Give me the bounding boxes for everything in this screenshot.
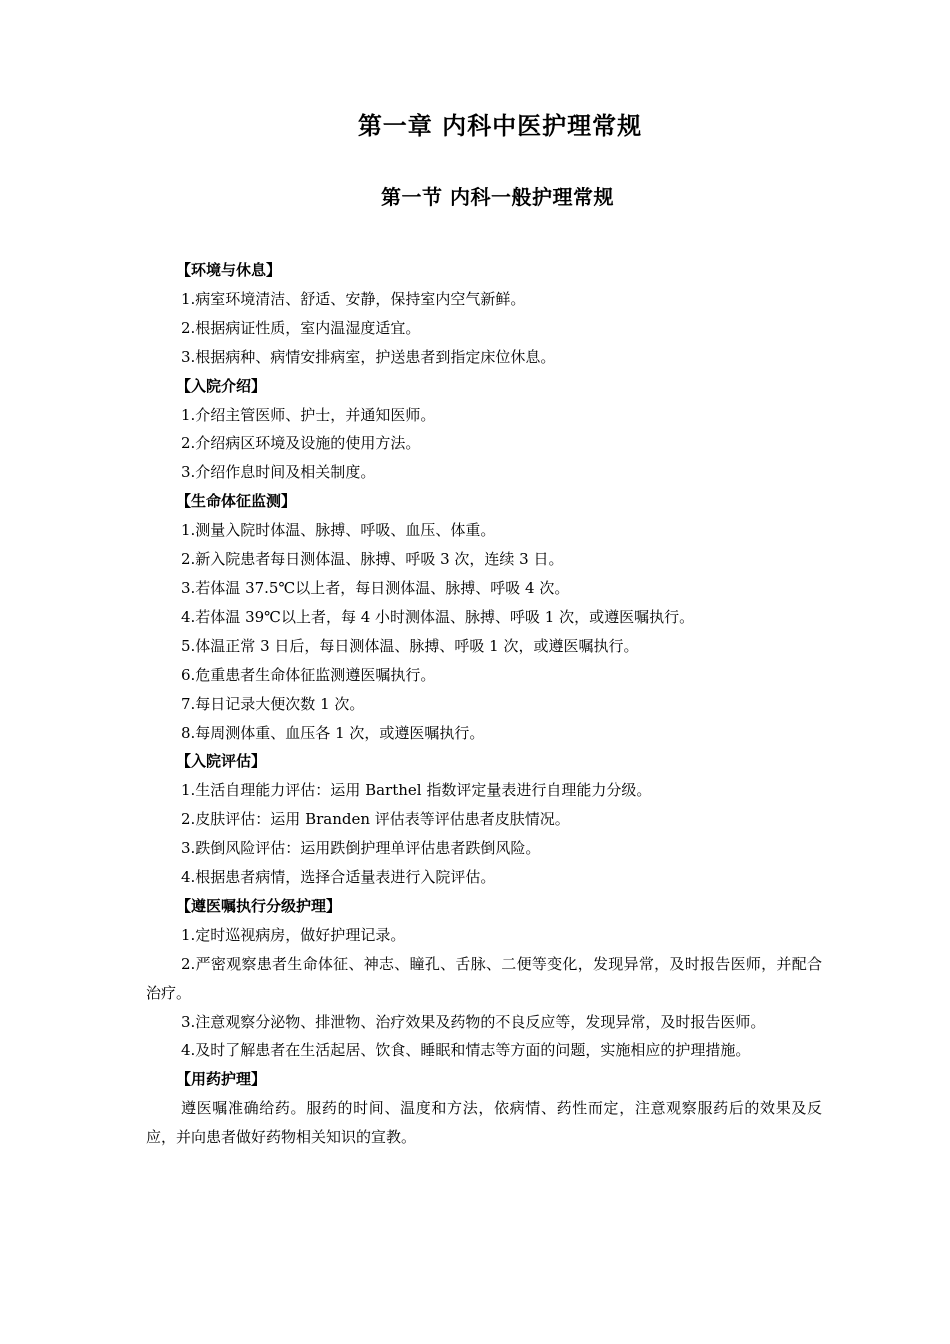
- paragraph: 遵医嘱准确给药。服药的时间、温度和方法，依病情、药性而定，注意观察服药后的效果及反应，并向患者做好药物相关知识的宣教。: [146, 1099, 822, 1147]
- list-item: 8.每周测体重、血压各 1 次，或遵医嘱执行。: [181, 723, 485, 742]
- list-item: 4.若体温 39℃以上者，每 4 小时测体温、脉搏、呼吸 1 次，或遵医嘱执行。: [181, 607, 695, 626]
- section-title: 第一节 内科一般护理常规: [381, 185, 614, 209]
- list-item: 3.注意观察分泌物、排泄物、治疗效果及药物的不良反应等，发现异常，及时报告医师。: [181, 1012, 766, 1031]
- list-item: 1.生活自理能力评估：运用 Barthel 指数评定量表进行自理能力分级。: [181, 781, 652, 800]
- list-item: 5.体温正常 3 日后，每日测体温、脉搏、呼吸 1 次，或遵医嘱执行。: [181, 636, 639, 655]
- chapter-title: 第一章 内科中医护理常规: [357, 112, 643, 140]
- list-item: 1.介绍主管医师、护士，并通知医师。: [181, 405, 436, 424]
- list-item: 2.根据病证性质，室内温湿度适宜。: [181, 318, 421, 337]
- list-item: 4.根据患者病情，选择合适量表进行入院评估。: [181, 868, 496, 887]
- heading-admission-assessment: 【入院评估】: [176, 752, 267, 771]
- list-item: 3.跌倒风险评估：运用跌倒护理单评估患者跌倒风险。: [181, 839, 541, 858]
- list-item: 7.每日记录大便次数 1 次。: [181, 694, 365, 713]
- list-item: 2.介绍病区环境及设施的使用方法。: [181, 434, 421, 453]
- document-body: [146, 256, 822, 1152]
- heading-admission-intro: 【入院介绍】: [176, 376, 267, 395]
- list-item: 1.测量入院时体温、脉搏、呼吸、血压、体重。: [181, 521, 496, 540]
- list-item: 1.病室环境清洁、舒适、安静，保持室内空气新鲜。: [181, 289, 526, 308]
- heading-environment-rest: 【环境与休息】: [176, 261, 282, 279]
- list-item: 3.若体温 37.5℃以上者，每日测体温、脉搏、呼吸 4 次。: [181, 578, 570, 597]
- list-item: 6.危重患者生命体征监测遵医嘱执行。: [181, 665, 436, 684]
- list-item: 2.新入院患者每日测体温、脉搏、呼吸 3 次，连续 3 日。: [181, 550, 564, 569]
- list-item: 2.皮肤评估：运用 Branden 评估表等评估患者皮肤情况。: [181, 810, 570, 829]
- list-item: 3.根据病种、病情安排病室，护送患者到指定床位休息。: [181, 347, 556, 366]
- list-item: 3.介绍作息时间及相关制度。: [181, 463, 376, 482]
- list-item: 1.定时巡视病房，做好护理记录。: [181, 925, 406, 944]
- heading-vital-signs: 【生命体征监测】: [176, 492, 297, 511]
- list-item: 4.及时了解患者在生活起居、饮食、睡眠和情志等方面的问题，实施相应的护理措施。: [181, 1041, 751, 1060]
- list-item: 2.严密观察患者生命体征、神志、瞳孔、舌脉、二便等变化，发现异常，及时报告医师，并配合治疗。: [146, 954, 822, 1002]
- heading-graded-nursing: 【遵医嘱执行分级护理】: [176, 896, 342, 915]
- heading-medication-care: 【用药护理】: [176, 1070, 267, 1089]
